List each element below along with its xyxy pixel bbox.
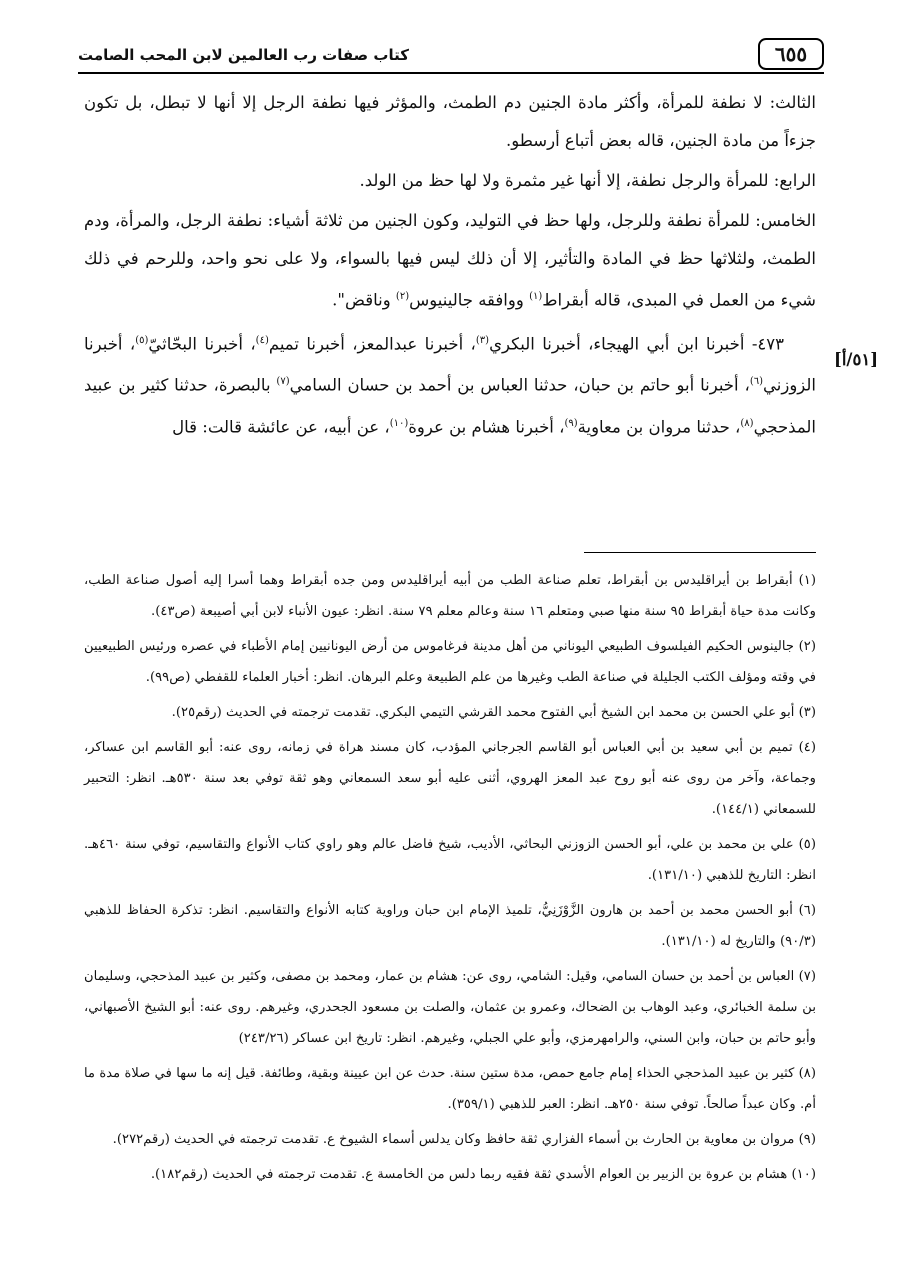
footnote-ref-5: (٥) [135, 334, 149, 346]
footnote-ref-8: (٨) [740, 417, 754, 429]
hadith-473-isnad: ٤٧٣- أخبرنا ابن أبي الهيجاء، أخبرنا البكري$^{(٣)}$، أخبرنا عبدالمعز، أخبرنا تميم$^{(٤)}$، أخبرنا البحّاثيّ$^{(٥)}$، أخبرنا الزوزني$^{(٦)}$، أخبرنا أبو حاتم بن حبان، حدثنا العباس بن أحمد بن حسان السامي$^{(٧)}$ بالبصرة، حدثنا كثير بن عبيد المذحجي$^{(٨)}$، حدثنا مروان بن معاوية$^{(٩)}$، أخبرنا هشام بن عروة$^{(١٠)}$، عن أبيه، عن عائشة قالت: قال [84, 334, 816, 436]
footnote-ref-10: (١٠) [389, 417, 409, 429]
manuscript-folio-marker: [٥١/أ] [834, 350, 878, 369]
main-text [84, 84, 816, 448]
footnote-10: (١٠) هشام بن عروة بن الزبير بن العوام الأسدي ثقة فقيه ربما دلس من الخامسة ع. تقدمت ترجمته في الحديث (رقم١٨٢). [150, 1167, 816, 1182]
footnote-ref-1: (١) [529, 291, 543, 302]
footnote-ref-9: (٩) [564, 417, 578, 429]
footnote-6: (٦) أبو الحسن محمد بن أحمد بن هارون الزَّوْزَنِيُّ، تلميذ الإمام ابن حبان وراوية كتابه الأنواع والتقاسيم. انظر: تذكرة الحفاظ للذهبي (٩٠/٣) والتاريخ له (١٣١/١٠). [84, 903, 816, 949]
footnote-9: (٩) مروان بن معاوية بن الحارث بن أسماء الفزاري ثقة حافظ وكان يدلس أسماء الشيوخ ع. تقدمت ترجمته في الحديث (رقم٢٧٢). [112, 1132, 816, 1147]
footnote-ref-6: (٦) [749, 376, 763, 387]
footnote-3: (٣) أبو علي الحسن بن محمد ابن الشيخ أبي الفتوح محمد القرشي التيمي البكري. تقدمت ترجمته في الحديث (رقم٢٥). [171, 705, 816, 720]
footnote-2: (٢) جالينوس الحكيم الفيلسوف الطبيعي اليوناني من أهل مدينة فرغاموس من أرض اليونانيين إمام الأطباء في عصره ورئيس الطبيعيين في وقته ومؤلف الكتب الجليلة في صناعة الطب وغيرها من علم الطبيعة وعلم البرهان. انظر: أخبار العلماء للقفطي (ص٩٩). [84, 639, 816, 685]
footnote-ref-2: (٢) [395, 291, 410, 302]
footnote-1: (١) أبقراط بن أيراقليدس بن أبقراط، تعلم صناعة الطب من أبيه أيراقليدس ومن جده أبقراط وهما أسرا إليه أصول صناعة الطب، وكانت مدة حياة أبقراط ٩٥ سنة منها صبي ومتعلم ١٦ سنة وعالم معلم ٧٩ سنة. انظر: عيون الأنباء لابن أبي أصيبعة (ص٤٣). [84, 573, 816, 619]
footnote-7: (٧) العباس بن أحمد بن حسان السامي، وقيل: الشامي، روى عن: هشام بن عمار، ومحمد بن مصفى، وكثير بن عبيد المذحجي، وسليمان بن سلمة الخبائري، وعبد الوهاب بن الضحاك، وعمرو بن عثمان، والصلت بن مسعود الجحدري، وغيرهم. روى عنه: أبو الشيخ الأصبهاني، وأبو حاتم بن حبان، وابن السني، والرامهرمزي، وأبو علي الجبلي، وغيرهم. انظر: تاريخ ابن عساكر (٢٤٣/٢٦) [84, 969, 816, 1046]
footnote-separator [584, 552, 816, 553]
book-title: كتاب صفات رب العالمين لابن المحب الصامت [78, 46, 409, 64]
footnotes [84, 565, 816, 1194]
footnote-ref-4: (٤) [255, 334, 269, 346]
footnote-ref-7: (٧) [276, 376, 290, 387]
paragraph-fourth-opinion: الرابع: للمرأة والرجل نطفة، إلا أنها غير مثمرة ولا لها حظ من الولد. [359, 171, 816, 190]
footnote-8: (٨) كثير بن عبيد المذحجي الحذاء إمام جامع حمص، مدة ستين سنة. حدث عن ابن عيينة وبقية، وطائفة. قيل إنه ما سها في صلاة مدة ما أم. وكان عبداً صالحاً. توفي سنة ٢٥٠هـ. انظر: العبر للذهبي (٣٥٩/١). [84, 1066, 816, 1112]
paragraph-fifth-opinion: الخامس: للمرأة نطفة وللرجل، ولها حظ في التوليد، وكون الجنين من ثلاثة أشياء: نطفة الرجل، والمرأة، ودم الطمث، ولثلاثها حظ في المادة والتأثير، إلا أن ذلك ليس فيها بالسواء، ولا على نحو واحد، وللرحم في ذلك شيء من العمل في المبدى، قاله أبقراط$^{(١)}$ ووافقه جالينيوس$^{(٢)}$ وناقض". [84, 211, 816, 310]
page-number: ٦٥٥ [758, 38, 824, 70]
paragraph-third-opinion: الثالث: لا نطفة للمرأة، وأكثر مادة الجنين دم الطمث، والمؤثر فيها نطفة الرجل إلا أنها لا تبطل، بل تكون جزءاً من مادة الجنين، قاله بعض أتباع أرسطو. [84, 93, 816, 150]
running-header [78, 38, 824, 74]
footnote-ref-3: (٣) [475, 334, 490, 346]
footnote-4: (٤) تميم بن أبي سعيد بن أبي العباس أبو القاسم الجرجاني المؤدب، كان مسند هراة في زمانه، روى عنه: أبو القاسم ابن عساكر، وجماعة، وآخر من روى عنه أبو روح عبد المعز الهروي، أثنى عليه أبو سعد السمعاني وهو ثقة توفي بعد سنة ٥٣٠هـ. انظر: التحبير للسمعاني (١٤٤/١). [84, 740, 816, 817]
footnote-5: (٥) علي بن محمد بن علي، أبو الحسن الزوزني البحاثي، الأديب، شيخ فاضل عالم وهو راوي كتاب الأنواع والتقاسيم، توفي سنة ٤٦٠هـ. انظر: التاريخ للذهبي (١٣١/١٠). [84, 837, 816, 883]
